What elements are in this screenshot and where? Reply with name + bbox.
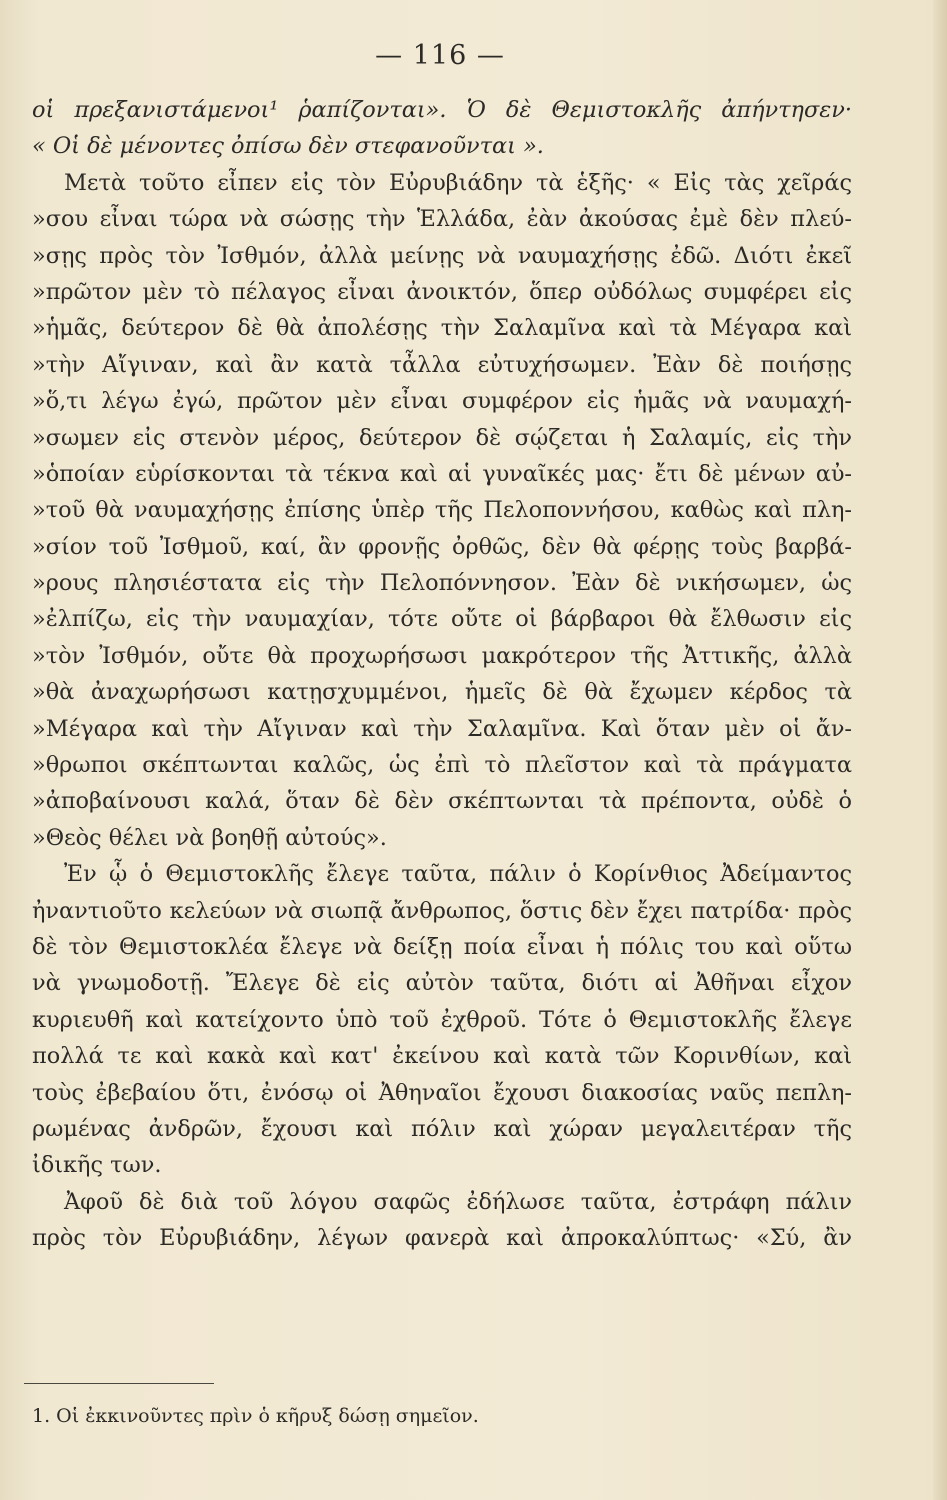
text-line: »θὰ ἀναχωρήσωσι κατῃσχυμμένοι, ἡμεῖς δὲ θὰ ἔχωμεν κέρδος τὰ — [32, 679, 852, 706]
page-number: — 116 — — [375, 40, 505, 71]
text-line: Μετὰ τοῦτο εἶπεν εἰς τὸν Εὐρυβιάδην τὰ ἑξῆς· « Εἰς τὰς χεῖράς — [64, 169, 852, 196]
text-line: »ὁποίαν εὑρίσκονται τὰ τέκνα καὶ αἱ γυναῖκές μας· ἔτι δὲ μένων αὐ- — [32, 460, 852, 487]
text-line: »ὅ,τι λέγω ἐγώ, πρῶτον μὲν εἶναι συμφέρον εἰς ἡμᾶς νὰ ναυμαχή- — [32, 388, 852, 415]
text-line: »Θεὸς θέλει νὰ βοηθῇ αὐτούς». — [32, 824, 387, 851]
text-line: »σου εἶναι τώρα νὰ σώσῃς τὴν Ἑλλάδα, ἐὰν ἀκούσας ἐμὲ δὲν πλεύ- — [32, 206, 852, 233]
text-line: »τοῦ θὰ ναυμαχήσῃς ἐπίσης ὑπὲρ τῆς Πελοποννήσου, καθὼς καὶ πλη- — [32, 497, 852, 524]
text-line: »ἡμᾶς, δεύτερον δὲ θὰ ἀπολέσῃς τὴν Σαλαμῖνα καὶ τὰ Μέγαρα καὶ — [32, 315, 852, 342]
text-line: πρὸς τὸν Εὐρυβιάδην, λέγων φανερὰ καὶ ἀπροκαλύπτως· «Σύ, ἂν — [32, 1225, 852, 1252]
body-text — [32, 92, 852, 1257]
footnote: 1. Οἱ ἐκκινοῦντες πρὶν ὁ κῆρυξ δώσῃ σημεῖον. — [32, 1405, 479, 1427]
text-line: ἠναντιοῦτο κελεύων νὰ σιωπᾷ ἄνθρωπος, ὅστις δὲν ἔχει πατρίδα· πρὸς — [32, 897, 852, 924]
text-line: »ἀποβαίνουσι καλά, ὅταν δὲ δὲν σκέπτωνται τὰ πρέποντα, οὐδὲ ὁ — [32, 788, 852, 815]
footnote-divider — [24, 1383, 214, 1384]
text-line: »τὴν Αἴγιναν, καὶ ἂν κατὰ τἆλλα εὐτυχήσωμεν. Ἐὰν δὲ ποιήσῃς — [32, 351, 852, 378]
text-line: κυριευθῆ καὶ κατείχοντο ὑπὸ τοῦ ἐχθροῦ. Τότε ὁ Θεμιστοκλῆς ἔλεγε — [32, 1006, 852, 1033]
text-line: »τὸν Ἰσθμόν, οὔτε θὰ προχωρήσωσι μακρότερον τῆς Ἀττικῆς, ἀλλὰ — [32, 642, 852, 669]
text-line: δὲ τὸν Θεμιστοκλέα ἔλεγε νὰ δείξῃ ποία εἶναι ἡ πόλις του καὶ οὕτω — [32, 933, 852, 960]
text-line: Ἐν ᾧ ὁ Θεμιστοκλῆς ἔλεγε ταῦτα, πάλιν ὁ Κορίνθιος Ἀδείμαντος — [64, 861, 852, 888]
text-line: νὰ γνωμοδοτῇ. Ἔλεγε δὲ εἰς αὐτὸν ταῦτα, διότι αἱ Ἀθῆναι εἶχον — [32, 970, 852, 997]
text-line: τοὺς ἐβεβαίου ὅτι, ἐνόσῳ οἱ Ἀθηναῖοι ἔχουσι διακοσίας ναῦς πεπλη- — [32, 1079, 852, 1106]
text-line: »σίον τοῦ Ἰσθμοῦ, καί, ἂν φρονῇς ὀρθῶς, δὲν θὰ φέρῃς τοὺς βαρβά- — [32, 533, 852, 560]
text-line: »ἐλπίζω, εἰς τὴν ναυμαχίαν, τότε οὔτε οἱ βάρβαροι θὰ ἔλθωσιν εἰς — [32, 606, 852, 633]
text-line: οἱ πρεξανιστάμενοι¹ ῥαπίζονται». Ὁ δὲ Θεμιστοκλῆς ἀπήντησεν· — [32, 97, 852, 123]
text-line: »σῃς πρὸς τὸν Ἰσθμόν, ἀλλὰ μείνῃς νὰ ναυμαχήσῃς ἐδῶ. Διότι ἐκεῖ — [32, 242, 852, 269]
text-line: ἰδικῆς των. — [32, 1152, 162, 1179]
text-line: »θρωποι σκέπτωνται καλῶς, ὡς ἐπὶ τὸ πλεῖστον καὶ τὰ πράγματα — [32, 752, 852, 779]
text-line: « Οἱ δὲ μένοντες ὀπίσω δὲν στεφανοῦνται ». — [32, 133, 544, 160]
text-line: ρωμένας ἀνδρῶν, ἔχουσι καὶ πόλιν καὶ χώραν μεγαλειτέραν τῆς — [32, 1115, 852, 1142]
page-edge — [933, 0, 947, 1500]
text-line: πολλά τε καὶ κακὰ καὶ κατ' ἐκείνου καὶ κατὰ τῶν Κορινθίων, καὶ — [32, 1043, 852, 1070]
text-line: »Μέγαρα καὶ τὴν Αἴγιναν καὶ τὴν Σαλαμῖνα. Καὶ ὅταν μὲν οἱ ἄν- — [32, 715, 852, 742]
text-line: »πρῶτον μὲν τὸ πέλαγος εἶναι ἀνοικτόν, ὅπερ οὐδόλως συμφέρει εἰς — [32, 278, 852, 305]
text-line: »σωμεν εἰς στενὸν μέρος, δεύτερον δὲ σῴζεται ἡ Σαλαμίς, εἰς τὴν — [32, 424, 852, 451]
text-line: »ρους πλησιέστατα εἰς τὴν Πελοπόννησον. Ἐὰν δὲ νικήσωμεν, ὡς — [32, 570, 852, 597]
text-line: Ἀφοῦ δὲ διὰ τοῦ λόγου σαφῶς ἐδήλωσε ταῦτα, ἐστράφη πάλιν — [64, 1188, 852, 1215]
